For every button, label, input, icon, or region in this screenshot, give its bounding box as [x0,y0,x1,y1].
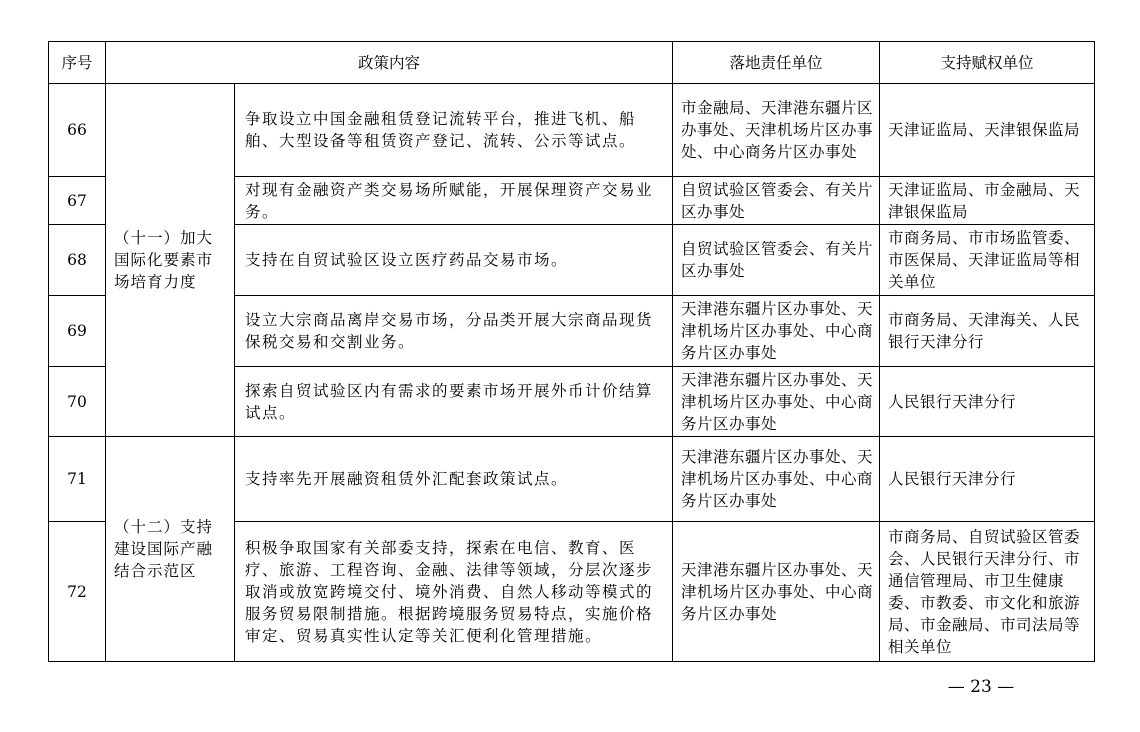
table-row [49,437,1095,522]
responsible-unit: 天津港东疆片区办事处、天津机场片区办事处、中心商务片区办事处 [673,522,880,662]
page-number: — 23 — [947,677,1015,697]
row-number: 72 [49,522,106,662]
policy-content: 支持在自贸试验区设立医疗药品交易市场。 [235,225,673,296]
row-number: 70 [49,367,106,437]
supporting-unit: 市商务局、自贸试验区管委会、人民银行天津分行、市通信管理局、市卫生健康委、市教委、市文化和旅游局、市金融局、市司法局等相关单位 [880,522,1095,662]
category-cell: （十一）加大国际化要素市场培育力度 [106,84,235,437]
policy-table [48,41,1095,662]
row-number: 66 [49,84,106,177]
row-number: 67 [49,177,106,225]
category-cell: （十二）支持建设国际产融结合示范区 [106,437,235,662]
header-content: 政策内容 [106,42,673,84]
responsible-unit: 天津港东疆片区办事处、天津机场片区办事处、中心商务片区办事处 [673,367,880,437]
row-number: 68 [49,225,106,296]
header-unit: 落地责任单位 [673,42,880,84]
supporting-unit: 天津证监局、市金融局、天津银保监局 [880,177,1095,225]
responsible-unit: 市金融局、天津港东疆片区办事处、天津机场片区办事处、中心商务片区办事处 [673,84,880,177]
responsible-unit: 天津港东疆片区办事处、天津机场片区办事处、中心商务片区办事处 [673,437,880,522]
responsible-unit: 自贸试验区管委会、有关片区办事处 [673,225,880,296]
row-number: 71 [49,437,106,522]
policy-content: 支持率先开展融资租赁外汇配套政策试点。 [235,437,673,522]
row-number: 69 [49,296,106,367]
table-row [49,84,1095,177]
policy-content: 设立大宗商品离岸交易市场，分品类开展大宗商品现货保税交易和交割业务。 [235,296,673,367]
header-num: 序号 [49,42,106,84]
supporting-unit: 人民银行天津分行 [880,437,1095,522]
header-support: 支持赋权单位 [880,42,1095,84]
supporting-unit: 人民银行天津分行 [880,367,1095,437]
responsible-unit: 自贸试验区管委会、有关片区办事处 [673,177,880,225]
responsible-unit: 天津港东疆片区办事处、天津机场片区办事处、中心商务片区办事处 [673,296,880,367]
policy-content: 积极争取国家有关部委支持，探索在电信、教育、医疗、旅游、工程咨询、金融、法律等领域，分层次逐步取消或放宽跨境交付、境外消费、自然人移动等模式的服务贸易限制措施。根据跨境服务贸易特点，实施价格审定、贸易真实性认定等关汇便利化管理措施。 [235,522,673,662]
policy-content: 对现有金融资产类交易场所赋能，开展保理资产交易业务。 [235,177,673,225]
policy-content: 探索自贸试验区内有需求的要素市场开展外币计价结算试点。 [235,367,673,437]
supporting-unit: 天津证监局、天津银保监局 [880,84,1095,177]
supporting-unit: 市商务局、天津海关、人民银行天津分行 [880,296,1095,367]
policy-content: 争取设立中国金融租赁登记流转平台，推进飞机、船舶、大型设备等租赁资产登记、流转、公示等试点。 [235,84,673,177]
supporting-unit: 市商务局、市市场监管委、市医保局、天津证监局等相关单位 [880,225,1095,296]
table-header-row [49,42,1095,84]
